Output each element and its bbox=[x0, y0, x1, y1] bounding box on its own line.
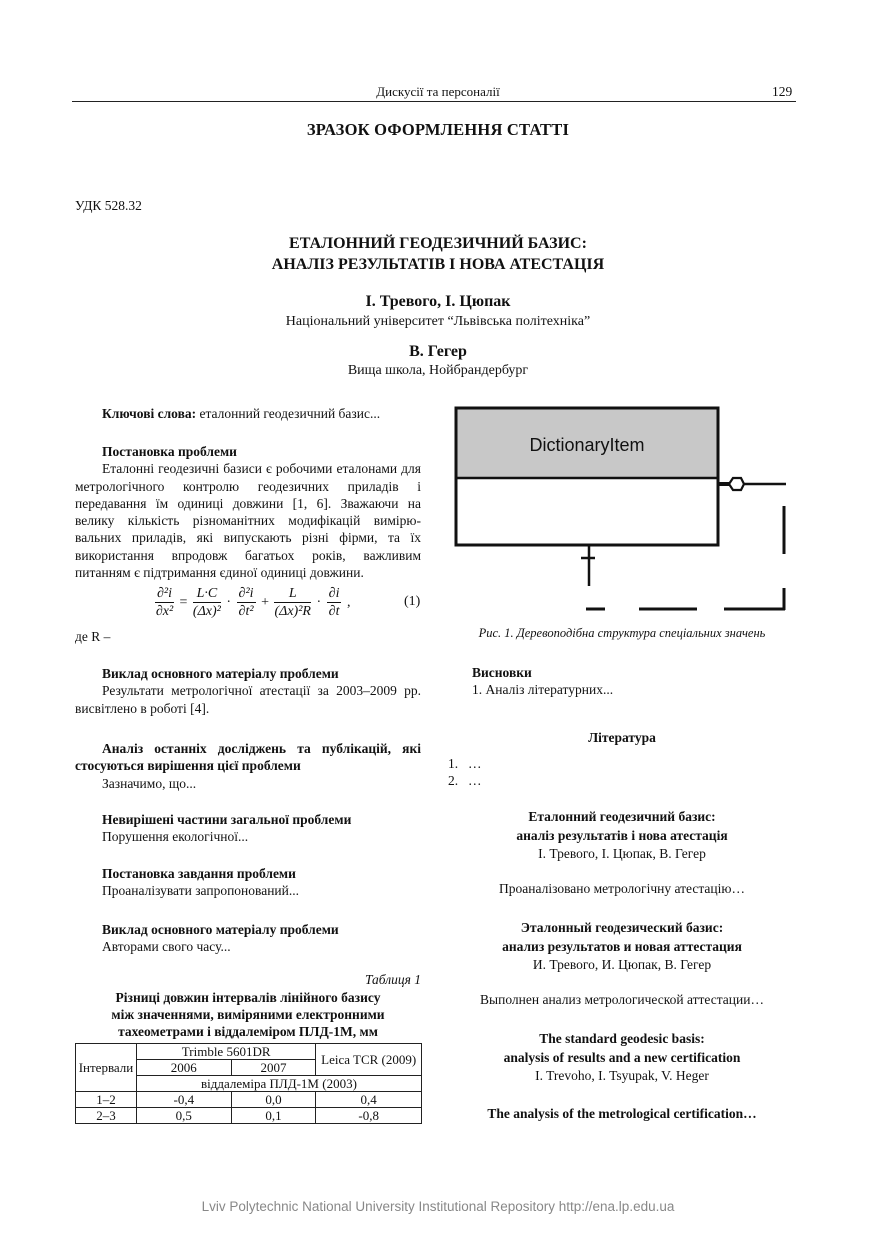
article-title bbox=[0, 233, 876, 275]
cell-leica: -0,8 bbox=[316, 1108, 422, 1124]
section-heading: Виклад основного матеріалу проблеми bbox=[102, 666, 339, 681]
formula-term2: $\frac{\text{∂²i}}{\text{∂t²}}$ bbox=[238, 586, 254, 619]
keywords-label: Ключові слова: bbox=[102, 406, 197, 421]
data-table bbox=[75, 1043, 422, 1124]
section-heading: Постановка проблеми bbox=[102, 444, 237, 459]
udk-code: УДК 528.32 bbox=[75, 198, 142, 213]
equation-1: $\frac{\text{∂²i}}{\text{∂x²}}$ = $\frac{L\cdot C}{\text{(Δx)²}}$ · $\frac{\text{∂²i}}{\text{∂t²}}$ + $\frac{L}{\text{(Δx)²R}}$ · $\frac{\partial i}{\partial t}$ , bbox=[155, 586, 351, 619]
summary-authors: І. Тревого, І. Цюпак, В. Гегер bbox=[538, 846, 706, 861]
summary-abstract: The analysis of the metrological certification… bbox=[487, 1106, 757, 1121]
authors-group1: І. Тревого, І. Цюпак bbox=[365, 293, 511, 310]
formula-where: де R – bbox=[75, 629, 111, 644]
equation-number: (1) bbox=[404, 594, 421, 609]
section-text: Авторами свого часу... bbox=[102, 939, 231, 955]
section-main-material-2 bbox=[75, 921, 421, 956]
section-text: Проаналізувати запропонований... bbox=[102, 883, 300, 899]
article-title-line2: АНАЛІЗ РЕЗУЛЬТАТІВ І НОВА АТЕСТАЦІЯ bbox=[271, 256, 605, 273]
cell-2006: 0,5 bbox=[136, 1108, 231, 1124]
section-text: Еталонні геодезичні базиси є робочими еталонами для метрологічного контролю геодезичних приладів і передавання їм одиниці довжини [1, 6]. Зважаючи на велику кількість різноманітних модифікацій вимірювальних приладів, які випускають різні фірми, та їх використання впродовж багатьох років, важливим питанням є підтримання єдиної одиниці довжини. bbox=[75, 461, 421, 581]
summary-title: analysis of results and a new certification bbox=[503, 1049, 741, 1065]
table-row bbox=[76, 1108, 422, 1124]
reference-item: 1. … bbox=[448, 756, 482, 771]
cell-leica: 0,4 bbox=[316, 1092, 422, 1108]
table-label: Таблиця 1 bbox=[364, 972, 421, 987]
summary-title: анализ результатов и новая аттестация bbox=[502, 938, 742, 954]
reference-item: 2. … bbox=[448, 773, 482, 789]
page-number: 129 bbox=[772, 84, 793, 99]
table-caption-line: між значеннями, виміряними електронними bbox=[111, 1007, 385, 1022]
table-row bbox=[76, 1092, 422, 1108]
cell-2007: 0,0 bbox=[231, 1092, 316, 1108]
section-task bbox=[75, 865, 421, 900]
figure-caption: Рис. 1. Деревоподібна структура спеціальних значень bbox=[478, 626, 766, 640]
cell-interval: 1–2 bbox=[76, 1092, 137, 1108]
optional-circle-icon bbox=[729, 478, 744, 490]
header-reference: віддалеміра ПЛД-1М (2003) bbox=[136, 1076, 421, 1092]
authors-group2: В. Гегер bbox=[409, 343, 467, 360]
table-caption bbox=[75, 989, 421, 1040]
summary-ru bbox=[448, 919, 796, 975]
section-text: Порушення екологічної... bbox=[102, 829, 249, 845]
summary-en bbox=[448, 1030, 796, 1086]
formula-term4: $\frac{\partial i}{\partial t}$ bbox=[328, 586, 340, 619]
section-main-material bbox=[75, 665, 421, 717]
formula-lhs: $\frac{\text{∂²i}}{\text{∂x²}}$ bbox=[155, 586, 174, 619]
formula-term3: $\frac{L}{\text{(Δx)²R}}$ bbox=[274, 586, 311, 619]
conclusions-heading: Висновки bbox=[472, 665, 532, 680]
summary-title: Еталонний геодезичний базис: bbox=[528, 809, 716, 824]
section-analysis bbox=[75, 740, 421, 792]
article-title-line1: ЕТАЛОННИЙ ГЕОДЕЗИЧНИЙ БАЗИС: bbox=[289, 235, 587, 252]
keywords bbox=[75, 405, 421, 422]
section-heading: Виклад основного матеріалу проблеми bbox=[102, 922, 339, 937]
section-text: Зазначимо, що... bbox=[102, 775, 197, 791]
keywords-text: еталонний геодезичний базис... bbox=[196, 406, 381, 421]
summary-authors: И. Тревого, И. Цюпак, В. Гегер bbox=[532, 957, 712, 972]
table-caption-line: тахеометрами і віддалеміром ПЛД-1М, мм bbox=[118, 1024, 378, 1039]
header-rule bbox=[72, 101, 796, 102]
header-2007: 2007 bbox=[231, 1060, 316, 1076]
section-heading: Постановка завдання проблеми bbox=[102, 866, 296, 881]
conclusions-item: 1. Аналіз літературних... bbox=[472, 682, 614, 698]
header-trimble: Trimble 5601DR bbox=[136, 1044, 315, 1060]
references-heading: Література bbox=[588, 730, 656, 745]
header-intervals: Інтервали bbox=[76, 1044, 137, 1092]
header-2006: 2006 bbox=[136, 1060, 231, 1076]
formula-term1: $\frac{L\cdot C}{\text{(Δx)²}}$ bbox=[192, 586, 221, 619]
references-list bbox=[448, 755, 796, 790]
section-heading: Аналіз останніх досліджень та публікацій, які стосуються вирішення цієї проблеми bbox=[75, 741, 421, 774]
document-title: ЗРАЗОК ОФОРМЛЕННЯ СТАТТІ bbox=[306, 120, 570, 139]
section-problem bbox=[75, 443, 421, 581]
table-caption-line: Різниці довжин інтервалів лінійного базису bbox=[115, 990, 381, 1005]
cell-interval: 2–3 bbox=[76, 1108, 137, 1124]
summary-title: The standard geodesic basis: bbox=[539, 1031, 705, 1046]
section-heading: Невирішені частини загальної проблеми bbox=[102, 812, 352, 827]
summary-abstract: Проаналізовано метрологічну атестацію… bbox=[499, 881, 745, 896]
affiliation1: Національний університет “Львівська політехніка” bbox=[285, 314, 591, 329]
summary-abstract: Выполнен анализ метрологической аттестации… bbox=[480, 992, 764, 1007]
repository-footer: Lviv Polytechnic National University Institutional Repository http://ena.lp.edu.ua bbox=[201, 1199, 675, 1214]
summary-authors: I. Trevoho, I. Tsyupak, V. Heger bbox=[535, 1068, 709, 1083]
conclusions bbox=[472, 664, 796, 699]
summary-title: Эталонный геодезический базис: bbox=[520, 920, 724, 935]
affiliation2: Вища школа, Нойбрандербург bbox=[347, 363, 529, 378]
summary-ua bbox=[448, 808, 796, 864]
running-title: Дискусії та персоналії bbox=[376, 84, 500, 99]
header-leica: Leica TCR (2009) bbox=[316, 1044, 422, 1076]
cell-2006: -0,4 bbox=[136, 1092, 231, 1108]
figure-diagram bbox=[448, 398, 798, 618]
cell-2007: 0,1 bbox=[231, 1108, 316, 1124]
summary-title: аналіз результатів і нова атестація bbox=[516, 827, 728, 843]
section-text: Результати метрологічної атестації за 2003–2009 рр. висвітлено в роботі [4]. bbox=[75, 683, 421, 716]
section-unsolved bbox=[75, 811, 421, 846]
entity-label: DictionaryItem bbox=[529, 435, 645, 455]
